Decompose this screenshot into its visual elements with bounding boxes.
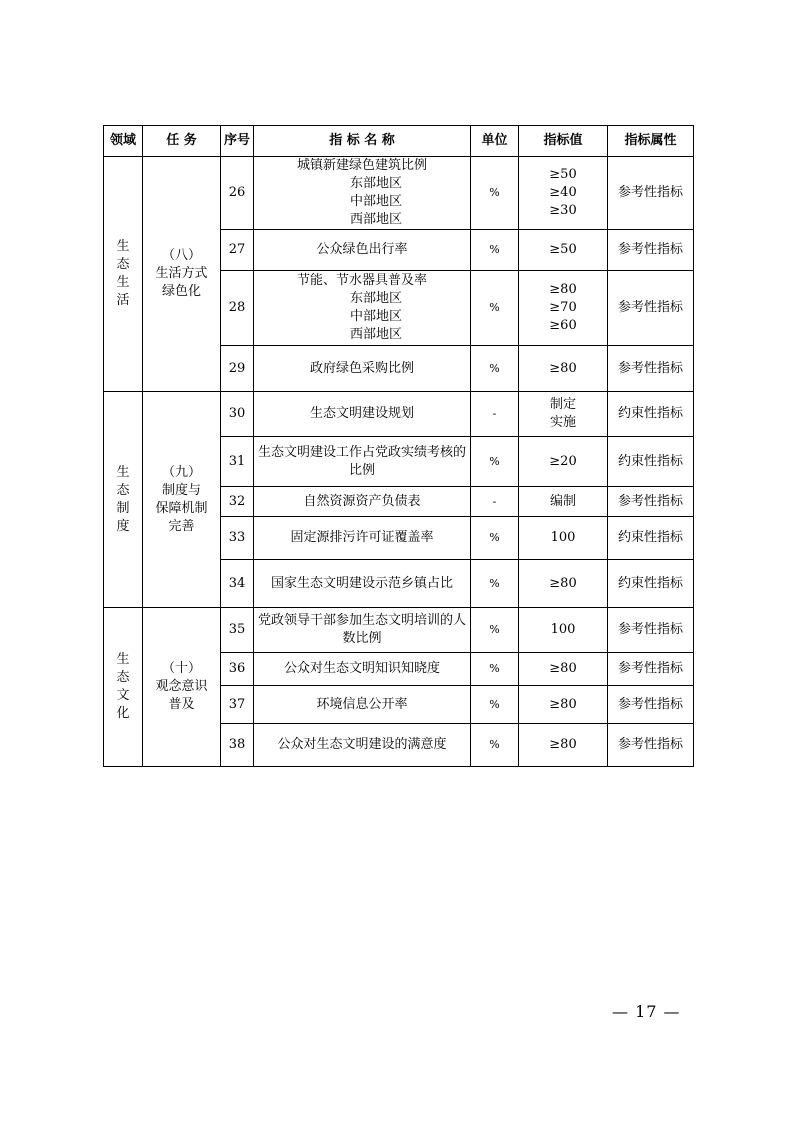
task-line: （八） xyxy=(161,248,201,263)
sub-region: 东部地区 xyxy=(349,291,402,306)
unit-cell: - xyxy=(471,487,519,517)
value-line: ≥50 xyxy=(549,167,577,182)
row-number: 34 xyxy=(221,560,254,608)
row-number: 27 xyxy=(221,230,254,271)
unit-cell: - xyxy=(471,392,519,437)
domain-char: 文 xyxy=(116,688,130,703)
value-line: ≥70 xyxy=(549,300,577,315)
indicator-name-text: 生态文明建设工作占党政实绩考核的比例 xyxy=(257,444,466,478)
row-number: 33 xyxy=(221,517,254,560)
task-line: （九） xyxy=(161,464,201,480)
indicator-name xyxy=(254,346,471,392)
domain-char: 生 xyxy=(116,652,130,667)
header-row xyxy=(104,126,694,157)
indicator-name-text: 城镇新建绿色建筑比例 xyxy=(296,158,427,173)
attribute-cell: 参考性指标 xyxy=(608,653,694,686)
value-cell xyxy=(519,346,608,392)
domain-char: 态 xyxy=(116,257,130,272)
value-cell xyxy=(519,157,608,230)
value-cell xyxy=(519,437,608,487)
value-line: 实施 xyxy=(549,415,576,430)
indicator-name xyxy=(254,608,471,653)
sub-region: 中部地区 xyxy=(349,194,402,209)
indicator-name xyxy=(254,437,471,487)
value-line: ≥80 xyxy=(549,661,577,676)
attribute-cell: 参考性指标 xyxy=(608,724,694,767)
task-line: 完善 xyxy=(168,518,195,534)
unit-cell: % xyxy=(471,686,519,724)
sub-region: 中部地区 xyxy=(349,309,402,324)
indicator-name xyxy=(254,157,471,230)
indicator-name xyxy=(254,517,471,560)
attribute-cell: 参考性指标 xyxy=(608,230,694,271)
row-number: 28 xyxy=(221,271,254,346)
attribute-cell: 参考性指标 xyxy=(608,271,694,346)
value-cell xyxy=(519,608,608,653)
indicator-name-text: 固定源排污许可证覆盖率 xyxy=(290,530,434,545)
header-unit: 单位 xyxy=(471,126,519,157)
indicator-name xyxy=(254,724,471,767)
indicator-name xyxy=(254,230,471,271)
task-line: 绿色化 xyxy=(161,284,201,299)
value-cell xyxy=(519,487,608,517)
table-row xyxy=(104,157,694,230)
indicator-name xyxy=(254,487,471,517)
task-cell xyxy=(143,157,221,392)
unit-cell: % xyxy=(471,437,519,487)
indicator-name-text: 公众对生态文明知识知晓度 xyxy=(283,661,440,676)
value-line: ≥80 xyxy=(549,696,577,712)
domain-cell xyxy=(104,392,143,608)
indicator-name-text: 公众对生态文明建设的满意度 xyxy=(277,737,447,752)
indicator-name xyxy=(254,271,471,346)
value-cell xyxy=(519,230,608,271)
task-cell xyxy=(143,608,221,767)
domain-char: 生 xyxy=(116,239,130,254)
page-number xyxy=(612,1002,692,1021)
row-number: 30 xyxy=(221,392,254,437)
domain-char: 态 xyxy=(116,482,130,498)
domain-cell xyxy=(104,608,143,767)
header-no: 序号 xyxy=(221,126,254,157)
row-number: 29 xyxy=(221,346,254,392)
value-line: 100 xyxy=(550,622,576,637)
domain-char: 活 xyxy=(116,293,130,308)
indicator-name-text: 生态文明建设规划 xyxy=(309,406,414,421)
table-body xyxy=(104,157,694,767)
value-cell xyxy=(519,653,608,686)
sub-region: 西部地区 xyxy=(349,212,402,227)
sub-region: 西部地区 xyxy=(349,327,402,342)
table-row xyxy=(104,392,694,437)
row-number: 36 xyxy=(221,653,254,686)
value-line: ≥50 xyxy=(549,242,577,257)
unit-cell: % xyxy=(471,157,519,230)
value-cell xyxy=(519,517,608,560)
domain-char: 生 xyxy=(116,275,130,290)
unit-cell: % xyxy=(471,230,519,271)
indicator-name-text: 党政领导干部参加生态文明培训的人数比例 xyxy=(257,613,466,646)
indicator-table xyxy=(103,125,694,767)
unit-cell: % xyxy=(471,346,519,392)
domain-char: 制 xyxy=(116,500,130,516)
attribute-cell: 约束性指标 xyxy=(608,517,694,560)
value-cell xyxy=(519,271,608,346)
value-line: 100 xyxy=(550,530,576,545)
row-number: 32 xyxy=(221,487,254,517)
indicator-name-text: 政府绿色采购比例 xyxy=(309,360,414,376)
page-dash-right: — xyxy=(663,1002,681,1021)
domain-char: 态 xyxy=(116,670,130,685)
value-line: ≥60 xyxy=(549,318,577,333)
value-cell xyxy=(519,392,608,437)
page-number-value: 17 xyxy=(635,1002,658,1021)
task-line: （十） xyxy=(161,661,201,676)
value-cell xyxy=(519,724,608,767)
value-line: ≥30 xyxy=(549,203,577,218)
task-line: 生活方式 xyxy=(155,266,208,281)
value-line: ≥80 xyxy=(549,360,577,376)
attribute-cell: 参考性指标 xyxy=(608,608,694,653)
unit-cell: % xyxy=(471,560,519,608)
task-cell xyxy=(143,392,221,608)
indicator-name-text: 公众绿色出行率 xyxy=(316,242,408,257)
row-number: 31 xyxy=(221,437,254,487)
row-number: 26 xyxy=(221,157,254,230)
value-line: ≥40 xyxy=(549,185,577,200)
unit-cell: % xyxy=(471,724,519,767)
attribute-cell: 参考性指标 xyxy=(608,346,694,392)
page-dash-left: — xyxy=(612,1002,629,1021)
indicator-name-text: 节能、节水器具普及率 xyxy=(296,273,427,288)
unit-cell: % xyxy=(471,271,519,346)
attribute-cell: 参考性指标 xyxy=(608,487,694,517)
unit-cell: % xyxy=(471,608,519,653)
attribute-cell: 参考性指标 xyxy=(608,686,694,724)
indicator-name xyxy=(254,653,471,686)
value-cell xyxy=(519,686,608,724)
indicator-name-text: 自然资源资产负债表 xyxy=(303,493,421,509)
attribute-cell: 约束性指标 xyxy=(608,560,694,608)
task-line: 观念意识 xyxy=(155,679,208,694)
row-number: 38 xyxy=(221,724,254,767)
indicator-name xyxy=(254,392,471,437)
unit-cell: % xyxy=(471,517,519,560)
domain-char: 度 xyxy=(116,518,130,534)
value-line: 制定 xyxy=(549,397,576,412)
domain-char: 生 xyxy=(116,464,130,480)
header-name: 指 标 名 称 xyxy=(254,126,471,157)
value-line: ≥80 xyxy=(549,737,577,752)
indicator-name xyxy=(254,560,471,608)
unit-cell: % xyxy=(471,653,519,686)
header-domain: 领域 xyxy=(104,126,143,157)
attribute-cell: 参考性指标 xyxy=(608,157,694,230)
value-line: 编制 xyxy=(549,493,576,509)
header-value: 指标值 xyxy=(519,126,608,157)
indicator-name-text: 国家生态文明建设示范乡镇占比 xyxy=(270,575,453,591)
indicator-name-text: 环境信息公开率 xyxy=(316,696,408,712)
domain-char: 化 xyxy=(116,706,130,721)
header-task: 任 务 xyxy=(143,126,221,157)
task-line: 普及 xyxy=(168,697,195,712)
task-line: 保障机制 xyxy=(155,500,208,516)
sub-region: 东部地区 xyxy=(349,176,402,191)
value-line: ≥20 xyxy=(549,453,577,469)
attribute-cell: 约束性指标 xyxy=(608,392,694,437)
attribute-cell: 约束性指标 xyxy=(608,437,694,487)
value-line: ≥80 xyxy=(549,282,577,297)
table-row xyxy=(104,608,694,653)
domain-cell xyxy=(104,157,143,392)
header-attr: 指标属性 xyxy=(608,126,694,157)
value-cell xyxy=(519,560,608,608)
task-line: 制度与 xyxy=(161,482,201,498)
value-line: ≥80 xyxy=(549,575,577,591)
row-number: 37 xyxy=(221,686,254,724)
indicator-name xyxy=(254,686,471,724)
row-number: 35 xyxy=(221,608,254,653)
